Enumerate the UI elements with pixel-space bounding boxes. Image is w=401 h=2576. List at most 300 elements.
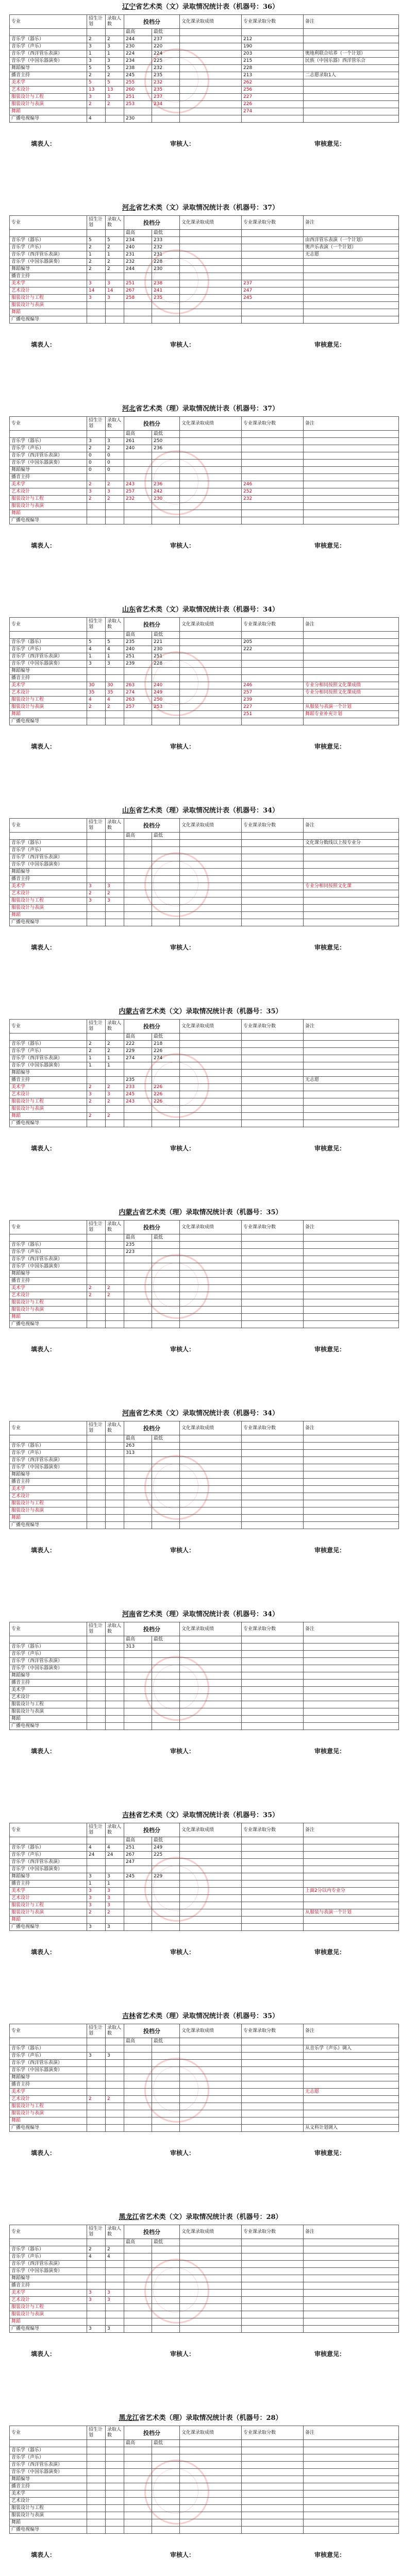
value-cell [106,2110,124,2117]
section-title-text: 省艺术类（文）录取情况统计表（机器号：35） [135,1811,279,1819]
section-title-text: 省艺术类（文）录取情况统计表（机器号：28） [139,2213,282,2221]
value-cell [242,653,304,660]
value-cell [87,2261,106,2268]
value-cell [242,1091,304,1098]
value-cell [106,302,124,309]
table-row [10,1113,399,1120]
value-cell: 2 [87,259,106,266]
value-cell: 267 [124,287,152,295]
value-cell [124,905,152,912]
note-cell [304,2053,399,2060]
column-header: 投档分 [124,819,180,833]
table-row [10,1909,399,1917]
major-cell: 音乐学（器乐） [10,2447,87,2454]
note-cell [304,2096,399,2103]
major-cell: 播音主持 [10,1880,87,1888]
value-cell [180,1723,242,1730]
major-cell: 舞蹈编导 [10,1070,87,1077]
major-cell: 广播电视编导 [10,517,87,524]
value-cell [124,2253,152,2261]
value-cell [152,2089,180,2096]
value-cell [242,1672,304,1680]
value-cell: 3 [106,280,124,287]
table-row [10,1694,399,1701]
value-cell: 30 [106,682,124,689]
major-cell: 舞蹈编导 [10,467,87,474]
value-cell [124,1658,152,1665]
value-cell [152,2512,180,2519]
table-row [10,43,399,50]
table-row [10,1507,399,1515]
table-subheader [10,1234,399,1242]
note-cell [304,36,399,43]
table-row [10,1292,399,1299]
note-cell [304,1880,399,1888]
value-cell [152,510,180,517]
value-cell [242,2512,304,2519]
value-cell [106,2447,124,2454]
value-cell: 239 [124,660,152,668]
note-cell [304,2268,399,2275]
value-cell: 222 [242,646,304,653]
value-cell: 245 [242,295,304,302]
major-cell: 艺术设计 [10,488,87,496]
table-subheader [10,230,399,237]
value-cell [152,1242,180,1249]
table-row [10,1895,399,1902]
footer-checker: 审核意见： [314,944,346,951]
value-cell: 3 [87,1895,106,1902]
value-cell [152,1888,180,1895]
note-cell [304,2469,399,2476]
value-cell: 241 [152,287,180,295]
value-cell: 2 [87,1292,106,1299]
column-subheader [10,230,87,237]
value-cell [87,273,106,280]
section-title-text: 省艺术类（文）录取情况统计表（机器号：36） [135,3,279,11]
major-cell: 舞蹈编导 [10,2275,87,2282]
column-header: 投档分 [124,1823,180,1837]
value-cell: 3 [106,2053,124,2060]
table-row [10,2125,399,2132]
value-cell: 2 [87,101,106,108]
value-cell: 3 [106,1924,124,1931]
value-cell [152,711,180,718]
value-cell [152,897,180,905]
column-subheader: 最高 [124,632,152,639]
value-cell [152,2469,180,2476]
signature-footer [0,1544,401,1555]
value-cell [106,876,124,883]
value-cell [106,2469,124,2476]
column-subheader [87,1837,106,1844]
note-cell [304,1708,399,1716]
column-subheader: 最低 [152,29,180,36]
value-cell [124,460,152,467]
column-subheader [87,1033,106,1041]
note-cell [304,1471,399,1479]
value-cell [106,1278,124,1285]
value-cell [180,1708,242,1716]
value-cell [180,2476,242,2483]
value-cell [242,861,304,869]
column-subheader [10,2038,87,2045]
footer-checker: 审核意见： [314,2350,346,2358]
signature-footer [0,1343,401,1354]
value-cell [106,1716,124,1723]
value-cell [87,2519,106,2527]
column-subheader [106,833,124,840]
value-cell: 2 [106,1041,124,1048]
value-cell: 2 [106,496,124,503]
value-cell [180,1292,242,1299]
value-cell [180,1844,242,1852]
value-cell [180,302,242,309]
value-cell: 5 [106,639,124,646]
column-subheader [106,2440,124,2447]
value-cell [106,1515,124,1522]
column-subheader [304,1033,399,1041]
value-cell [180,1270,242,1278]
table-row [10,1672,399,1680]
value-cell [180,1242,242,1249]
note-cell [304,1852,399,1859]
value-cell [242,1307,304,1314]
column-header: 备注 [304,1421,399,1435]
footer-reviewer: 审核人： [170,2149,195,2157]
note-cell [304,668,399,675]
value-cell [87,876,106,883]
note-cell [304,1041,399,1048]
value-cell [180,259,242,266]
table-row [10,1048,399,1055]
value-cell: 274 [152,1055,180,1062]
column-header: 文化课录取成绩 [180,1622,242,1636]
value-cell [87,302,106,309]
major-cell: 音乐学（中国乐器演奏） [10,259,87,266]
value-cell [152,2268,180,2275]
column-header: 录取人数 [106,1622,124,1636]
value-cell [242,890,304,897]
table-row [10,503,399,510]
value-cell [106,2060,124,2067]
column-header: 专业 [10,1421,87,1435]
table-row [10,2490,399,2498]
value-cell [87,1672,106,1680]
value-cell: 2 [106,266,124,273]
value-cell [180,2261,242,2268]
table-header [10,1020,399,1033]
value-cell [242,2096,304,2103]
value-cell [152,2053,180,2060]
table-row [10,1242,399,1249]
value-cell: 257 [242,689,304,697]
value-cell [87,861,106,869]
value-cell [180,704,242,711]
table-row [10,2454,399,2462]
table-row [10,2519,399,2527]
admission-table [9,2024,399,2132]
value-cell: 235 [124,639,152,646]
value-cell [106,1314,124,1321]
major-cell: 艺术设计 [10,287,87,295]
table-row [10,1716,399,1723]
major-cell: 音乐学（西洋管乐表演） [10,1055,87,1062]
value-cell [180,1924,242,1931]
value-cell [180,905,242,912]
major-cell: 舞蹈编导 [10,869,87,876]
value-cell [242,1507,304,1515]
value-cell [242,2483,304,2490]
column-header: 投档分 [124,15,180,29]
footer-checker: 审核意见： [314,542,346,549]
signature-footer [0,1945,401,1957]
note-cell [304,2304,399,2311]
major-cell: 音乐学（器乐） [10,1041,87,1048]
table-header [10,1823,399,1837]
value-cell: 224 [152,50,180,58]
note-cell [304,1249,399,1256]
section-title-text: 省艺术类（文）录取情况统计表（机器号：34） [135,1410,279,1417]
table-row [10,309,399,316]
value-cell [152,1515,180,1522]
column-header: 录取人数 [106,1221,124,1234]
value-cell [180,2117,242,2125]
value-cell: 232 [124,259,152,266]
table-row [10,711,399,718]
table-row [10,2512,399,2519]
value-cell [152,1522,180,1529]
value-cell [152,2060,180,2067]
value-cell [87,510,106,517]
column-subheader [87,2038,106,2045]
value-cell [152,2282,180,2290]
value-cell: 2 [87,2246,106,2253]
value-cell [242,2297,304,2304]
value-cell [242,1852,304,1859]
signature-footer [0,2548,401,2560]
column-header: 备注 [304,2225,399,2239]
major-cell: 音乐学（西洋管乐表演） [10,50,87,58]
column-header: 投档分 [124,2426,180,2440]
table-row [10,1314,399,1321]
value-cell [124,2110,152,2117]
column-subheader [304,632,399,639]
value-cell [124,316,152,324]
value-cell: 224 [124,50,152,58]
value-cell [87,1299,106,1307]
note-cell [304,2067,399,2074]
value-cell [124,1256,152,1263]
major-cell: 音乐学（西洋管乐表演） [10,1859,87,1866]
major-cell: 音乐学（西洋管乐表演） [10,2462,87,2469]
value-cell: 237 [242,280,304,287]
value-cell [242,2246,304,2253]
major-cell: 舞蹈编导 [10,668,87,675]
value-cell [180,883,242,890]
value-cell [152,1708,180,1716]
column-subheader [180,431,242,438]
major-cell: 舞蹈 [10,2318,87,2326]
value-cell: 251 [124,1844,152,1852]
note-cell: 无志愿 [304,2089,399,2096]
value-cell: 1 [106,1880,124,1888]
footer-reviewer: 审核人： [170,2350,195,2358]
major-cell: 音乐学（器乐） [10,237,87,244]
column-header: 专业课录取分数 [242,417,304,431]
table-row [10,481,399,488]
major-cell: 美术学 [10,1687,87,1694]
table-row [10,1070,399,1077]
major-cell: 音乐学（西洋管乐表演） [10,1457,87,1464]
column-subheader [242,1636,304,1643]
column-header: 专业 [10,417,87,431]
value-cell: 1 [106,1055,124,1062]
column-subheader: 最低 [152,2440,180,2447]
table-row [10,1924,399,1931]
table-header [10,2024,399,2038]
note-cell [304,718,399,725]
table-row [10,467,399,474]
note-cell [304,1500,399,1507]
value-cell [87,1263,106,1270]
table-row [10,1902,399,1909]
value-cell [180,438,242,445]
value-cell: 235 [152,295,180,302]
note-cell [304,2483,399,2490]
value-cell: 231 [124,251,152,259]
table-row [10,2261,399,2268]
note-cell [304,43,399,50]
value-cell: 2 [106,445,124,452]
major-cell: 美术学 [10,481,87,488]
value-cell: 227 [242,94,304,101]
value-cell [180,1307,242,1314]
table-subheader [10,1837,399,1844]
note-cell [304,1321,399,1328]
note-cell [304,2462,399,2469]
value-cell: 258 [124,295,152,302]
value-cell [124,2268,152,2275]
section-province: 河北 [122,204,136,212]
value-cell [87,2275,106,2282]
note-cell [304,1278,399,1285]
column-subheader [106,29,124,36]
major-cell: 服装设计与工程 [10,2304,87,2311]
table-row [10,2469,399,2476]
footer-filler: 填表人： [31,1547,56,1554]
value-cell: 3 [87,2290,106,2297]
value-cell [106,1270,124,1278]
value-cell [242,668,304,675]
value-cell [87,2527,106,2534]
note-cell [304,1479,399,1486]
value-cell: 2 [87,704,106,711]
value-cell: 3 [87,295,106,302]
value-cell [242,1708,304,1716]
note-cell [304,1680,399,1687]
table-header [10,2225,399,2239]
column-header: 文化课录取成绩 [180,819,242,833]
value-cell [124,2476,152,2483]
column-subheader [10,632,87,639]
table-row [10,452,399,460]
value-cell: 2 [106,2096,124,2103]
value-cell [180,1278,242,1285]
table-row [10,244,399,251]
value-cell [242,1687,304,1694]
value-cell [124,510,152,517]
value-cell [180,718,242,725]
value-cell [152,1859,180,1866]
value-cell [124,919,152,926]
column-header: 专业 [10,1020,87,1033]
value-cell: 5 [106,79,124,87]
table-row [10,295,399,302]
value-cell: 3 [87,488,106,496]
value-cell [180,244,242,251]
table-row [10,488,399,496]
value-cell [87,718,106,725]
value-cell [242,1041,304,1048]
value-cell [106,474,124,481]
major-cell: 艺术设计 [10,890,87,897]
value-cell [242,266,304,273]
value-cell [87,2454,106,2462]
value-cell [242,912,304,919]
value-cell [152,1902,180,1909]
value-cell [242,1048,304,1055]
major-cell: 艺术设计 [10,2096,87,2103]
note-cell: 从文科计划调入 [304,2125,399,2132]
note-cell [304,697,399,704]
value-cell [87,1256,106,1263]
value-cell [124,2045,152,2053]
table-row [10,1701,399,1708]
major-cell: 服装设计与工程 [10,94,87,101]
value-cell: 30 [87,682,106,689]
major-cell: 音乐学（西洋管乐表演） [10,1256,87,1263]
note-cell [304,1120,399,1127]
footer-reviewer: 审核人： [170,1547,195,1554]
value-cell [242,259,304,266]
value-cell [152,2476,180,2483]
value-cell [242,1486,304,1493]
table-row [10,2304,399,2311]
value-cell [152,115,180,123]
value-cell [180,1895,242,1902]
value-cell [124,1464,152,1471]
column-subheader [242,2440,304,2447]
value-cell: 190 [242,43,304,50]
note-cell [304,503,399,510]
major-cell: 广播电视编导 [10,1321,87,1328]
value-cell [124,1880,152,1888]
table-row [10,2268,399,2275]
column-subheader: 最低 [152,1234,180,1242]
column-header: 招生计划 [87,417,106,431]
major-cell: 音乐学（声乐） [10,1048,87,1055]
value-cell: 3 [106,2290,124,2297]
value-cell [242,438,304,445]
value-cell [87,1249,106,1256]
value-cell [124,675,152,682]
section-title-text: 省艺术类（理）录取情况统计表（机器号：34） [135,807,279,815]
value-cell [87,847,106,854]
value-cell [152,309,180,316]
value-cell [152,2096,180,2103]
value-cell [242,445,304,452]
